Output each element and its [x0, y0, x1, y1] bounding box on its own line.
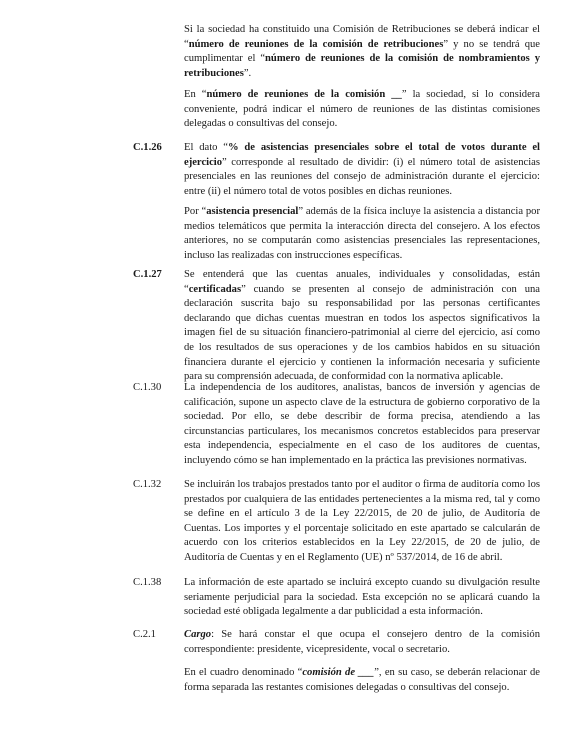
text-run: ” cuando se presenten al consejo de administración con una declaración suscrita bajo su responsabilidad por las personas certificantes declarando que dichas cuentas muestran en todos los aspectos significativos la imagen fiel de su situación financiero-patrimonial al cierre del ejercicio, así como de los resultados de sus operaciones y de los cambios habidos en su situación financiera durante el ejercicio y contienen la información necesaria y suficiente para su comprensión adecuada, de conformidad con la normativa aplicable.: [184, 283, 540, 383]
text-run: Si la sociedad ha constituido una Comisión de Retribuciones se deberá indicar el “: [184, 24, 540, 50]
section-code: C.2.1: [133, 629, 156, 640]
intro-paragraph-2: [184, 88, 540, 132]
c132-paragraph-1: Se incluirán los trabajos prestados tanto por el auditor o firma de auditoría como los prestados por cualquiera de las entidades pertenecientes a la misma red, tal y como se define en el artículo 3 de la Ley 22/2015, de 20 de julio, de Auditoría de Cuentas. Los importes y el porcentaje solicitado en este apartado se calcularán de acuerdo con los criterios establecidos en la Ley 22/2015, de 20 de julio, de Auditoría de Cuentas y en el Reglamento (UE) nº 537/2014, de 16 de abril.: [184, 479, 540, 563]
c21-paragraph-1: [184, 628, 540, 657]
text-run: Se entenderá que las cuentas anuales, individuales y consolidadas, están “: [184, 269, 540, 295]
intro-paragraph-1: [184, 23, 540, 81]
section-code: C.1.30: [133, 382, 162, 393]
c130-paragraph-1: La independencia de los auditores, analistas, bancos de inversión y agencias de calificación, supone un aspecto clave de la estructura de gobierno corporativo de la sociedad. Por ello, se debe describir de forma precisa, atendiendo a las circunstancias particulares, los mecanismos concretos establecidos para preservar esta independencia, especialmente en el caso de los auditores de cuentas, incluyendo cómo se han implementado en la práctica las previsiones normativas.: [184, 382, 540, 466]
c127-paragraph-1: [184, 268, 540, 385]
bold-term: certificadas: [188, 283, 242, 295]
text-run: ”, en su caso, se deberán relacionar de forma separada las restantes comisiones delegadas o consultivas del consejo.: [184, 667, 540, 693]
bold-term: asistencia presencial: [206, 206, 299, 217]
bold-italic-term: comisión de ___: [302, 667, 375, 678]
section-code: C.1.27: [133, 269, 162, 280]
c126-paragraph-1: [184, 141, 540, 199]
c126-paragraph-2: [184, 205, 540, 263]
c138-paragraph-1: La información de este apartado se incluirá excepto cuando su divulgación resulte seriamente perjudicial para la sociedad. Esta excepción no se aplicará cuando la sociedad esté obligada legalmente a dar publicidad a esta información.: [184, 577, 540, 618]
section-code: C.1.32: [133, 479, 162, 490]
c21-paragraph-2: [184, 666, 540, 695]
text-run: ” corresponde al resultado de dividir: (i) el número total de asistencias presenciales en las reuniones del consejo de administración durante el ejercicio: entre (ii) el número total de votos posibles en dichas reuniones.: [184, 156, 540, 197]
section-code: C.1.38: [133, 577, 162, 588]
text-run: En “: [184, 89, 207, 100]
section-code: C.1.26: [133, 142, 162, 153]
bold-term: número de reuniones de la comisión de nombramientos y retribuciones: [184, 53, 541, 79]
text-run: : Se hará constar el que ocupa el consejero dentro de la comisión correspondiente: presidente, vicepresidente, vocal o secretario.: [184, 629, 540, 655]
bold-term: número de reuniones de la comisión de retribuciones: [188, 38, 444, 50]
bold-italic-term: Cargo: [184, 629, 212, 640]
text-run: El dato “: [184, 142, 228, 153]
bold-term: número de reuniones de la comisión __: [206, 89, 402, 100]
text-run: ” además de la física incluye la asistencia a distancia por medios telemáticos que permita la interacción directa del consejero. A los efectos anteriores, no se computarán como asistencias presenciales las representaciones, incluso las realizadas con instrucciones específicas.: [184, 206, 540, 261]
text-run: ” y no se tendrá que cumplimentar el “: [184, 38, 540, 65]
text-run: En el cuadro denominado “: [184, 667, 303, 678]
text-run: ”.: [243, 67, 252, 79]
text-run: Por “: [184, 206, 207, 217]
text-run: ” la sociedad, si lo considera conveniente, podrá indicar el número de reuniones de las distintas comisiones delegadas o consultivas del consejo.: [184, 89, 540, 130]
bold-term: % de asistencias presenciales sobre el total de votos durante el ejercicio: [184, 142, 541, 168]
